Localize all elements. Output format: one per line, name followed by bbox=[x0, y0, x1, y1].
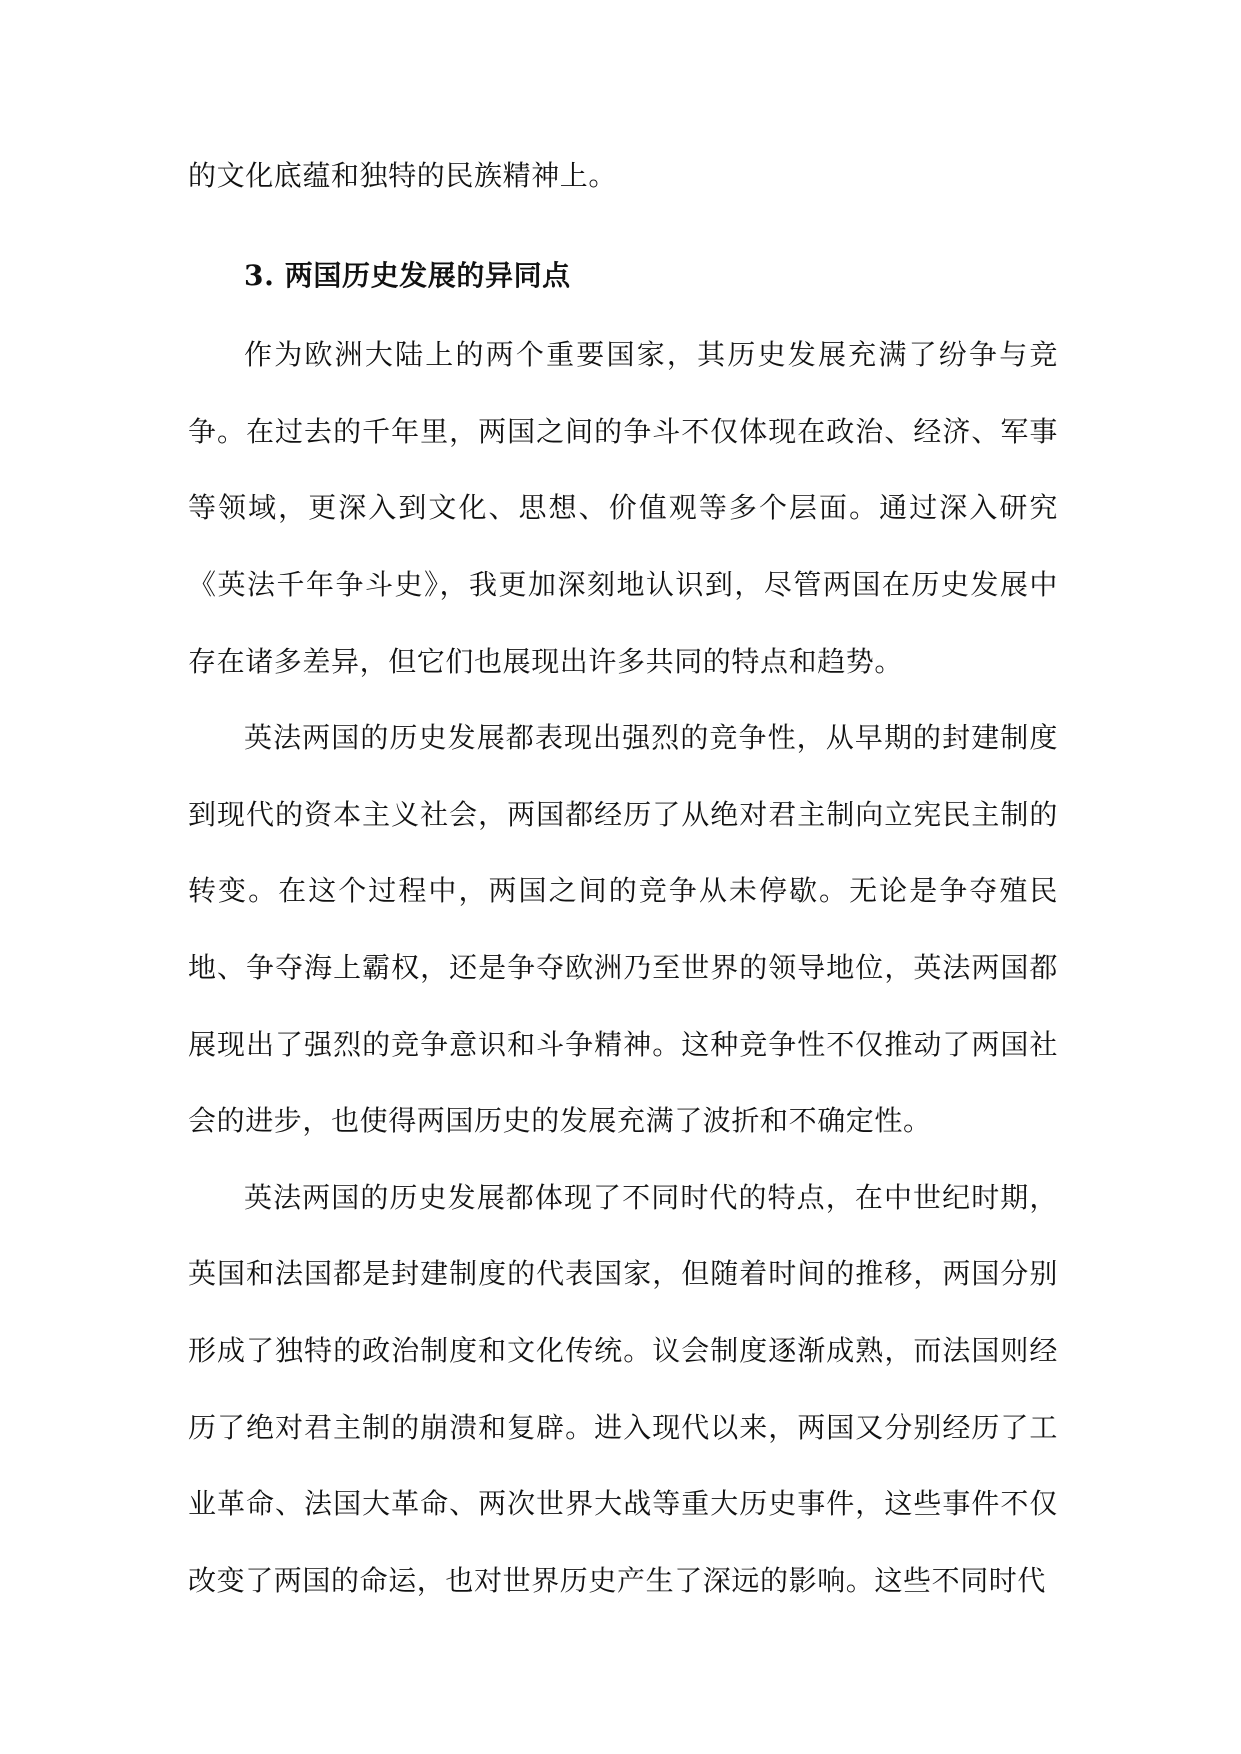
paragraph-3: 英法两国的历史发展都体现了不同时代的特点，在中世纪时期，英国和法国都是封建制度的代表国家，但随着时间的推移，两国分别形成了独特的政治制度和文化传统。议会制度逐渐成熟，而法国则经历了绝对君主制的崩溃和复辟。进入现代以来，两国又分别经历了工业革命、法国大革命、两次世界大战等重大历史事件，这些事件不仅改变了两国的命运，也对世界历史产生了深远的影响。这些不同时代 bbox=[188, 1180, 1058, 1597]
continuation-text: 的文化底蕴和独特的民族精神上。 bbox=[188, 159, 618, 192]
section-heading: 3. 两国历史发展的异同点 bbox=[244, 258, 571, 292]
paragraph-1: 作为欧洲大陆上的两个重要国家，其历史发展充满了纷争与竞争。在过去的千年里，两国之间的争斗不仅体现在政治、经济、军事等领域，更深入到文化、思想、价值观等多个层面。通过深入研究《英法千年争斗史》，我更加深刻地认识到，尽管两国在历史发展中存在诸多差异，但它们也展现出许多共同的特点和趋势。 bbox=[188, 338, 1058, 678]
document-body bbox=[188, 138, 1058, 1619]
paragraph-2: 英法两国的历史发展都表现出强烈的竞争性，从早期的封建制度到现代的资本主义社会，两国都经历了从绝对君主制向立宪民主制的转变。在这个过程中，两国之间的竞争从未停歇。无论是争夺殖民地、争夺海上霸权，还是争夺欧洲乃至世界的领导地位，英法两国都展现出了强烈的竞争意识和斗争精神。这种竞争性不仅推动了两国社会的进步，也使得两国历史的发展充满了波折和不确定性。 bbox=[188, 721, 1058, 1138]
